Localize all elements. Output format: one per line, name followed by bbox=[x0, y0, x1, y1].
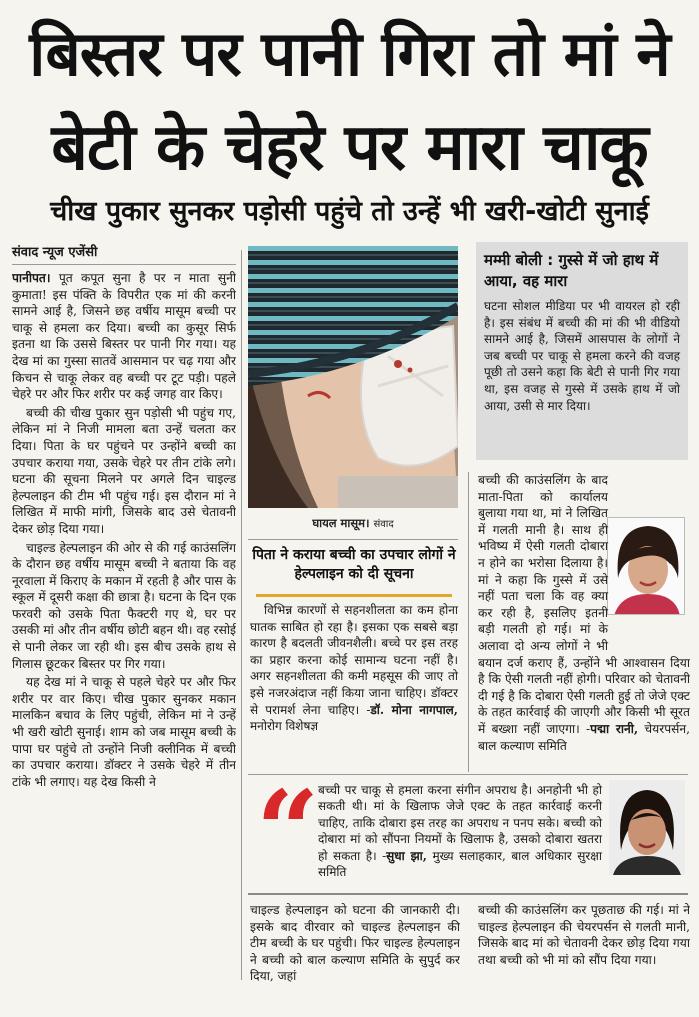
expert-box bbox=[250, 602, 458, 735]
photo-caption bbox=[248, 508, 458, 538]
expert-role: मनोरोग विशेषज्ञ bbox=[250, 719, 319, 734]
sidebar-body: घटना सोशल मीडिया पर भी वायरल हो रही है। इस संबंध में बच्ची की मां की भी वीडियो सामने आई है, जिसमें आसपास के लोगों ने जब बच्ची पर चाकू से हमला करने की वजह पूछी तो उसने कहा कि बेटी से पानी गिर गया था, इस वजह से गुस्से में उसके हाथ में जो आया, उसी से मार दिया। bbox=[484, 299, 680, 413]
expert-author: डॉ. मोना नागपाल, bbox=[370, 702, 458, 717]
left-para-2: बच्ची की चीख पुकार सुन पड़ोसी भी पहुंच गए, लेकिन मां ने निजी मामला बता उन्हें चलता कर दिया। पिता के घर पहुंचने पर उन्होंने बच्ची का उपचार कराया गया, उसके चेहरे पर तीन टांके लगे। घटना की सूचना मिलने पर अगले दिन चाइल्ड हेल्पलाइन की टीम भी पहुंच गई। इस दौरान मां ने लिखित में माफी मांगी, जिसके बाद उसे चेतावनी देकर छोड़ दिया गया। bbox=[12, 405, 236, 536]
left-column bbox=[12, 270, 236, 995]
sudha-jha-portrait bbox=[609, 780, 685, 875]
quote-body: बच्ची पर चाकू से हमला करना संगीन अपराध है। अनहोनी भी हो सकती थी। मां के खिलाफ जेजे एक्ट के तहत कार्रवाई करनी चाहिए, ताकि दोबारा इस तरह का अपराध न पनप सके। बच्ची को दोबारा मां को सौंपना नियमों के खिलाफ है, उसको दोबारा खतरा हो सकता है। - bbox=[318, 783, 602, 863]
left-para-3: चाइल्ड हेल्पलाइन की ओर से की गई काउंसलिंग के दौरान छह वर्षीय मासूम बच्ची ने बताया कि वह नूरवाला में किराए के मकान में रहती है और पास के स्कूल में दूसरी कक्षा की छात्रा है। घटना के दिन एक फरवरी को उसके पिता फैक्टरी गए थे, घर पर उसकी मां और तीन वर्षीय छोटी बहन थी। वह रसोई से पानी लेकर जा रही थी। इस बीच उसके हाथ से गिलास छूटकर बिस्तर पर गिर गया। bbox=[12, 540, 236, 671]
right-column bbox=[478, 472, 690, 772]
byline-rule bbox=[12, 264, 236, 265]
right-author-role: चेयरपर्सन, बाल कल्याण समिति bbox=[478, 721, 690, 753]
column-divider-right bbox=[468, 472, 469, 772]
news-photo bbox=[248, 246, 458, 508]
photo-caption-credit: संवाद bbox=[373, 519, 394, 530]
quote-mark-icon: “ bbox=[256, 766, 320, 895]
expert-text: विभिन्न कारणों से सहनशीलता का कम होना घातक साबित हो रहा है। इसका एक सबसे बड़ा कारण है बदलती जीवनशैली। बच्चे पर इस तरह का प्रहार करना कोई सामान्य घटना नहीं है। अगर सहनशीलता की कमी महसूस की जाए तो इसे नजरअंदाज नहीं किया जाना चाहिए। डॉक्टर से परामर्श लेना चाहिए। - bbox=[250, 603, 458, 717]
headline-line-1: बिस्तर पर पानी गिरा तो मां ने bbox=[29, 17, 670, 90]
right-text: बच्ची की काउंसलिंग के बाद माता-पिता को कार्यालय बुलाया गया था, मां ने लिखित में गलती मानी है। साथ ही भविष्य में ऐसी गलती दोबारा न होने का भरोसा दिलाया है। मां ने कहा कि गुस्से में उसे नहीं पता चला कि वह क्या कर रही है, इसलिए इतनी बड़ी गलती हो गई। मां के अलावा दो अन्य लोगों ने भी बयान दर्ज कराए हैं, उन्होंने भी आश्वासन दिया है कि ऐसी गलती नहीं होगी। परिवार को चेतावनी दी गई है कि दोबारा ऐसी गलती हुई तो जेजे एक्ट के तहत कार्रवाई की जाएगी और किसी भी सूरत में बख्शा नहीं जाएगा। - bbox=[478, 473, 690, 736]
portrait-float-spacer bbox=[608, 512, 690, 648]
dateline: पानीपत। bbox=[12, 271, 51, 285]
bottom-right-column bbox=[478, 902, 690, 1002]
subheading: चीख पुकार सुनकर पड़ोसी पहुंचे तो उन्हें भी खरी-खोटी सुनाई bbox=[50, 196, 649, 227]
left-para-1 bbox=[12, 270, 236, 403]
quote-bottom-rule bbox=[248, 893, 688, 895]
bottom-right-text: बच्ची की काउंसलिंग कर पूछताछ की गई। मां ने चाइल्ड हेल्पलाइन की चेयरपर्सन से गलती मानी, जिसके बाद मां को चेतावनी देकर छोड़ दिया गया तथा बच्ची को भी मां को सौंप दिया गया। bbox=[478, 903, 690, 967]
bottom-middle-column bbox=[250, 902, 460, 1002]
injured-girl-photo-icon bbox=[248, 246, 458, 508]
middle-accent-rule bbox=[256, 594, 452, 597]
bottom-middle-text: चाइल्ड हेल्पलाइन को घटना की जानकारी दी। इसके बाद वीरवार को चाइल्ड हेल्पलाइन की टीम बच्ची के घर पहुंची। फिर चाइल्ड हेल्पलाइन ने बच्ची को बाल कल्याण समिति के सुपुर्द कर दिया, जहां bbox=[250, 903, 460, 984]
quote-text bbox=[318, 782, 602, 880]
mother-statement-box bbox=[476, 242, 688, 460]
quote-author: सुधा झा, bbox=[386, 848, 427, 863]
column-divider-left bbox=[241, 250, 242, 980]
woman-portrait-icon bbox=[609, 780, 685, 875]
headline-line-2: बेटी के चेहरे पर मारा चाकू bbox=[51, 111, 648, 185]
sidebar-title: मम्मी बोली : गुस्से में जो हाथ में आया, वह मारा bbox=[484, 251, 659, 290]
photo-caption-main: घायल मासूम। bbox=[312, 516, 370, 530]
caption-rule bbox=[248, 539, 458, 540]
left-para-1-text: पूत कपूत सुना है पर न माता सुनी कुमाता! इस पंक्ति के विपरीत एक मां की करनी सामने आई है, जिसने छह वर्षीय मासूम बच्ची पर चाकू से हमला कर दिया। बच्ची का कुसूर सिर्फ इतना था कि उससे बिस्तर पर पानी गिर गया। यह देख मां का गुस्सा सातवें आसमान पर चढ़ गया और किचन से चाकू लेकर वह बच्ची पर टूट पड़ी। पहले चेहरे पर और फिर शरीर पर कई जगह वार किए। bbox=[12, 271, 236, 402]
byline: संवाद न्यूज एजेंसी bbox=[12, 245, 98, 260]
expert-box-text bbox=[250, 602, 458, 735]
right-author: पद्मा रानी, bbox=[590, 721, 639, 736]
quote-author-role: मुख्य सलाहकार, बाल अधिकार सुरक्षा समिति bbox=[318, 848, 602, 880]
middle-headline: पिता ने कराया बच्ची का उपचार लोगों ने हेल्पलाइन को दी सूचना bbox=[252, 547, 456, 582]
left-para-4: यह देख मां ने चाकू से पहले चेहरे पर और फिर शरीर पर वार किए। चीख पुकार सुनकर मकान मालकिन बचाव के लिए पहुंची, लेकिन मां ने उन्हें भी खरी खोटी सुनाई। शाम को जब मासूम बच्ची के पापा घर पहुंचे तो उन्होंने निजी क्लीनिक में बच्ची का उपचार कराया। डॉक्टर ने उसके चेहरे में तीन टांके भी लगाए। यह देख किसी ने bbox=[12, 675, 236, 789]
